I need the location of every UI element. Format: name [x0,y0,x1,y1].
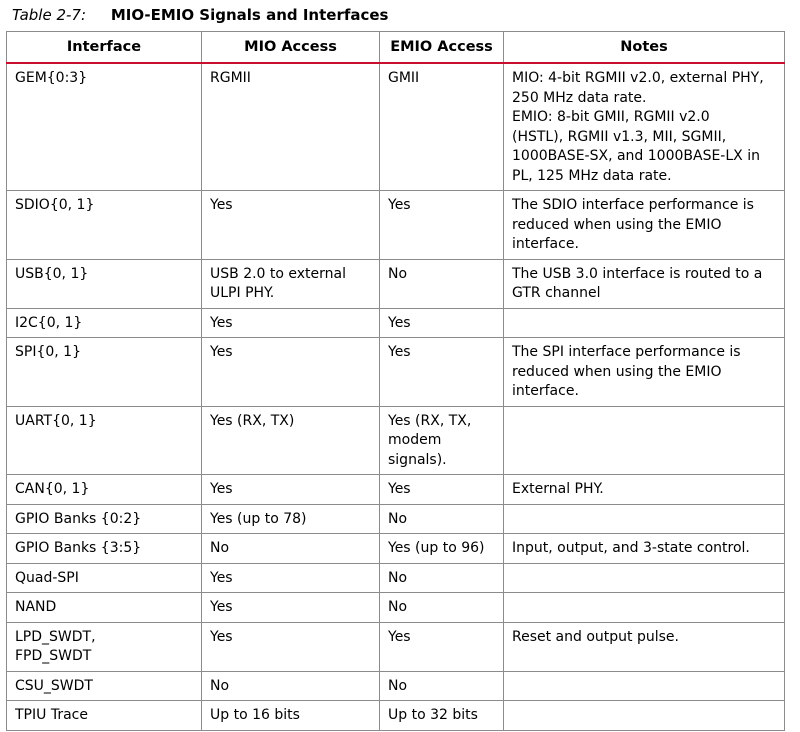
mio-access-cell: No [202,534,380,564]
table-row [7,593,785,623]
header-mio-access: MIO Access [202,32,380,64]
notes-cell: The SDIO interface performance is reduced when using the EMIO interface. [504,191,785,260]
mio-access-cell: Yes [202,563,380,593]
emio-access-cell: Up to 32 bits [380,701,504,731]
header-interface: Interface [7,32,202,64]
table-title: MIO-EMIO Signals and Interfaces [110,6,389,24]
interface-cell: I2C{0, 1} [7,308,202,338]
interface-cell: GEM{0:3} [7,63,202,191]
notes-cell: Reset and output pulse. [504,622,785,671]
interface-cell: Quad-SPI [7,563,202,593]
notes-cell: MIO: 4-bit RGMII v2.0, external PHY, 250 MHz data rate. EMIO: 8-bit GMII, RGMII v2.0 (HSTL), RGMII v1.3, MII, SGMII, 1000BASE-SX, and 1000BASE-LX in PL, 125 MHz data rate. [504,63,785,191]
table-row [7,671,785,701]
table-row [7,622,785,671]
table-row [7,701,785,731]
notes-cell [504,671,785,701]
interface-cell: SPI{0, 1} [7,338,202,407]
interface-cell: CSU_SWDT [7,671,202,701]
mio-access-cell: Yes [202,338,380,407]
emio-access-cell: No [380,593,504,623]
table-row [7,475,785,505]
emio-access-cell: No [380,563,504,593]
emio-access-cell: No [380,259,504,308]
interface-cell: CAN{0, 1} [7,475,202,505]
mio-access-cell: Yes [202,622,380,671]
signals-table [6,31,785,731]
interface-cell: TPIU Trace [7,701,202,731]
interface-cell: SDIO{0, 1} [7,191,202,260]
notes-cell [504,308,785,338]
table-row [7,191,785,260]
notes-cell: The USB 3.0 interface is routed to a GTR channel [504,259,785,308]
mio-access-cell: RGMII [202,63,380,191]
emio-access-cell: Yes (RX, TX, modem signals). [380,406,504,475]
mio-access-cell: No [202,671,380,701]
notes-cell: Input, output, and 3-state control. [504,534,785,564]
mio-access-cell: Yes [202,593,380,623]
mio-access-cell: Yes [202,475,380,505]
table-body [7,63,785,730]
table-row [7,338,785,407]
emio-access-cell: Yes [380,622,504,671]
mio-access-cell: Yes (up to 78) [202,504,380,534]
emio-access-cell: GMII [380,63,504,191]
mio-access-cell: Yes [202,191,380,260]
emio-access-cell: Yes [380,191,504,260]
header-notes: Notes [504,32,785,64]
notes-cell [504,406,785,475]
interface-cell: GPIO Banks {3:5} [7,534,202,564]
interface-cell: NAND [7,593,202,623]
mio-access-cell: Yes [202,308,380,338]
table-row [7,308,785,338]
notes-cell [504,563,785,593]
header-emio-access: EMIO Access [380,32,504,64]
emio-access-cell: Yes [380,475,504,505]
emio-access-cell: No [380,504,504,534]
mio-access-cell: Up to 16 bits [202,701,380,731]
notes-cell [504,504,785,534]
interface-cell: LPD_SWDT, FPD_SWDT [7,622,202,671]
table-row [7,259,785,308]
mio-access-cell: Yes (RX, TX) [202,406,380,475]
table-row [7,563,785,593]
table-row [7,63,785,191]
table-caption [12,6,388,24]
notes-cell: External PHY. [504,475,785,505]
notes-cell [504,701,785,731]
emio-access-cell: Yes [380,338,504,407]
interface-cell: USB{0, 1} [7,259,202,308]
emio-access-cell: Yes (up to 96) [380,534,504,564]
table-row [7,504,785,534]
emio-access-cell: Yes [380,308,504,338]
notes-cell [504,593,785,623]
notes-cell: The SPI interface performance is reduced when using the EMIO interface. [504,338,785,407]
mio-access-cell: USB 2.0 to external ULPI PHY. [202,259,380,308]
table-row [7,534,785,564]
table-row [7,406,785,475]
emio-access-cell: No [380,671,504,701]
header-row [7,32,785,64]
interface-cell: GPIO Banks {0:2} [7,504,202,534]
table-number: Table 2-7: [12,6,87,24]
interface-cell: UART{0, 1} [7,406,202,475]
